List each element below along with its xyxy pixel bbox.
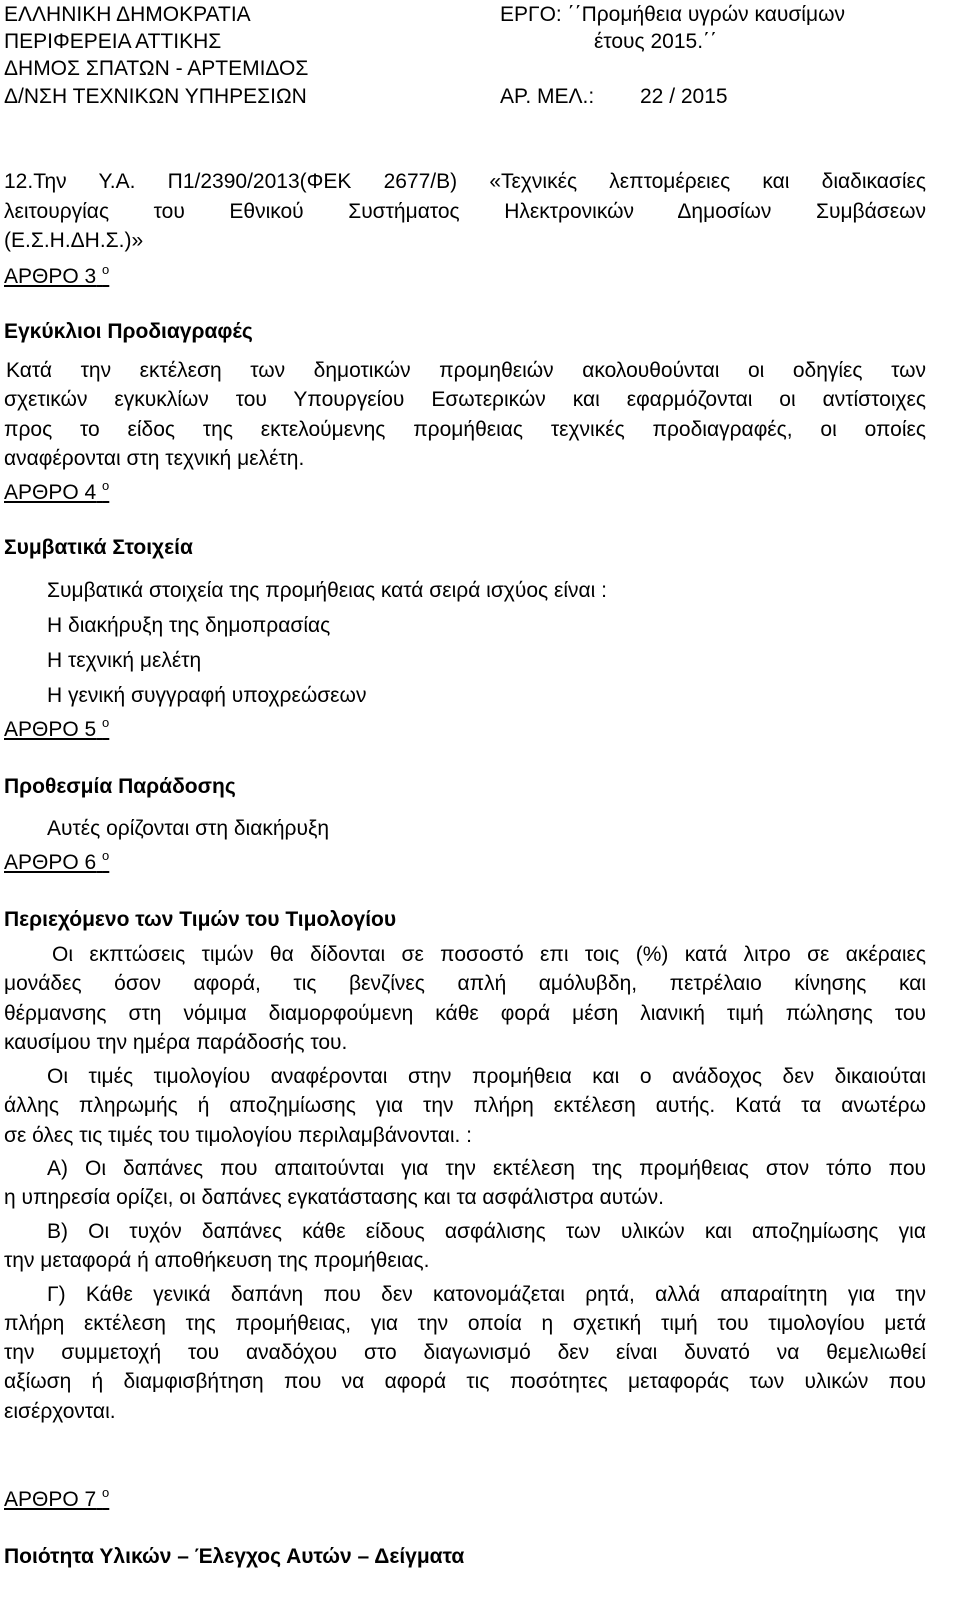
- article-6-title: Περιεχόμενο των Τιμών του Τιμολογίου: [4, 908, 397, 931]
- article-5-title: Προθεσμία Παράδοσης: [4, 775, 236, 798]
- article-6-line: σε όλες τις τιμές του τιμολογίου περιλαμβάνονται. :: [4, 1124, 472, 1147]
- header-org-line-4: Δ/ΝΣΗ ΤΕΧΝΙΚΩΝ ΥΠΗΡΕΣΙΩΝ: [4, 85, 307, 108]
- article-3-line: Κατά την εκτέλεση των δημοτικών προμηθειών ακολουθούνται οι οδηγίες των: [6, 359, 926, 382]
- header-org-line-1: ΕΛΛΗΝΙΚΗ ΔΗΜΟΚΡΑΤΙΑ: [4, 3, 251, 26]
- article-6-line: η υπηρεσία ορίζει, οι δαπάνες εγκατάστασης και τα ασφάλιστρα αυτών.: [4, 1186, 664, 1209]
- intro-line: (Ε.Σ.Η.ΔΗ.Σ.)»: [4, 229, 144, 252]
- article-4-title: Συμβατικά Στοιχεία: [4, 536, 193, 559]
- article-6-line: την συμμετοχή του αναδόχου στο διαγωνισμό δεν είναι δυνατό να θεμελιωθεί: [4, 1341, 926, 1364]
- intro-line: 12.Την Υ.Α. Π1/2390/2013(ΦΕΚ 2677/Β) «Τεχνικές λεπτομέρειες και διαδικασίες: [4, 170, 926, 193]
- article-3-line: αναφέρονται στη τεχνική μελέτη.: [4, 447, 305, 470]
- article-6-line: αξίωση ή διαμφισβήτηση που να αφορά τις ποσότητες μεταφοράς των υλικών που: [4, 1370, 926, 1393]
- article-6-line: Οι εκπτώσεις τιμών θα δίδονται σε ποσοστό επι τοις (%) κατά λιτρο σε ακέραιες: [52, 943, 926, 966]
- article-6-line: Β) Οι τυχόν δαπάνες κάθε είδους ασφάλισης των υλικών και αποζημίωσης για: [47, 1220, 926, 1243]
- header-project-line-2: έτους 2015.΄΄: [594, 30, 718, 53]
- intro-line: λειτουργίας του Εθνικού Συστήματος Ηλεκτρονικών Δημοσίων Συμβάσεων: [4, 200, 926, 223]
- article-3-line: σχετικών εγκυκλίων του Υπουργείου Εσωτερικών και εφαρμόζονται οι αντίστοιχες: [4, 388, 926, 411]
- article-7-title: Ποιότητα Υλικών – Έλεγχος Αυτών – Δείγματα: [4, 1545, 465, 1568]
- article-6-line: εισέρχονται.: [4, 1400, 116, 1423]
- header-ref-value: 22 / 2015: [640, 85, 728, 108]
- article-6-line: άλλης πληρωμής ή αποζημίωσης για την πλήρη εκτέλεση αυτής. Κατά τα ανωτέρω: [4, 1094, 926, 1117]
- article-3-line: προς το είδος της εκτελούμενης προμήθειας τεχνικές προδιαγραφές, οι οποίες: [4, 418, 926, 441]
- article-3-title: Εγκύκλιοι Προδιαγραφές: [4, 320, 253, 343]
- article-6-line: την μεταφορά ή αποθήκευση της προμήθειας.: [4, 1249, 430, 1272]
- header-project-line-1: ΕΡΓΟ: ΄΄Προμήθεια υγρών καυσίμων: [500, 3, 845, 26]
- article-6-line: Οι τιμές τιμολογίου αναφέρονται στην προμήθεια και ο ανάδοχος δεν δικαιούται: [47, 1065, 926, 1088]
- header-org-line-2: ΠΕΡΙΦΕΡΕΙΑ ΑΤΤΙΚΗΣ: [4, 30, 222, 53]
- header-ref-label: ΑΡ. ΜΕΛ.:: [500, 85, 595, 108]
- article-6-line: πλήρη εκτέλεση της προμήθειας, για την οποία η σχετική τιμή του τιμολογίου μετά: [4, 1312, 926, 1335]
- article-4-line: Η τεχνική μελέτη: [47, 649, 202, 672]
- article-7-heading: ΑΡΘΡΟ 7 $^o$: [4, 1485, 110, 1511]
- article-6-heading: ΑΡΘΡΟ 6 $^o$: [4, 848, 110, 874]
- article-6-line: Α) Οι δαπάνες που απαιτούνται για την εκτέλεση της προμήθειας στον τόπο που: [47, 1157, 926, 1180]
- article-5-line: Αυτές ορίζονται στη διακήρυξη: [47, 817, 330, 840]
- article-6-line: Γ) Κάθε γενικά δαπάνη που δεν κατονομάζεται ρητά, αλλά απαραίτητη για την: [47, 1283, 926, 1306]
- article-5-heading: ΑΡΘΡΟ 5 $^o$: [4, 715, 110, 741]
- article-3-heading: ΑΡΘΡΟ 3 $^o$: [4, 262, 110, 288]
- article-4-line: Η διακήρυξη της δημοπρασίας: [47, 614, 331, 637]
- article-4-line: Η γενική συγγραφή υποχρεώσεων: [47, 684, 367, 707]
- article-4-line: Συμβατικά στοιχεία της προμήθειας κατά σειρά ισχύος είναι :: [47, 579, 607, 602]
- article-6-line: μονάδες όσον αφορά, τις βενζίνες απλή αμόλυβδη, πετρέλαιο κίνησης και: [4, 972, 926, 995]
- article-6-line: καυσίμου την ημέρα παράδοσής του.: [4, 1031, 348, 1054]
- article-4-heading: ΑΡΘΡΟ 4 $^o$: [4, 478, 110, 504]
- article-6-line: θέρμανσης στη νόμιμα διαμορφούμενη κάθε φορά μέση λιανική τιμή πώλησης του: [4, 1002, 926, 1025]
- header-org-line-3: ΔΗΜΟΣ ΣΠΑΤΩΝ - ΑΡΤΕΜΙΔΟΣ: [4, 57, 309, 80]
